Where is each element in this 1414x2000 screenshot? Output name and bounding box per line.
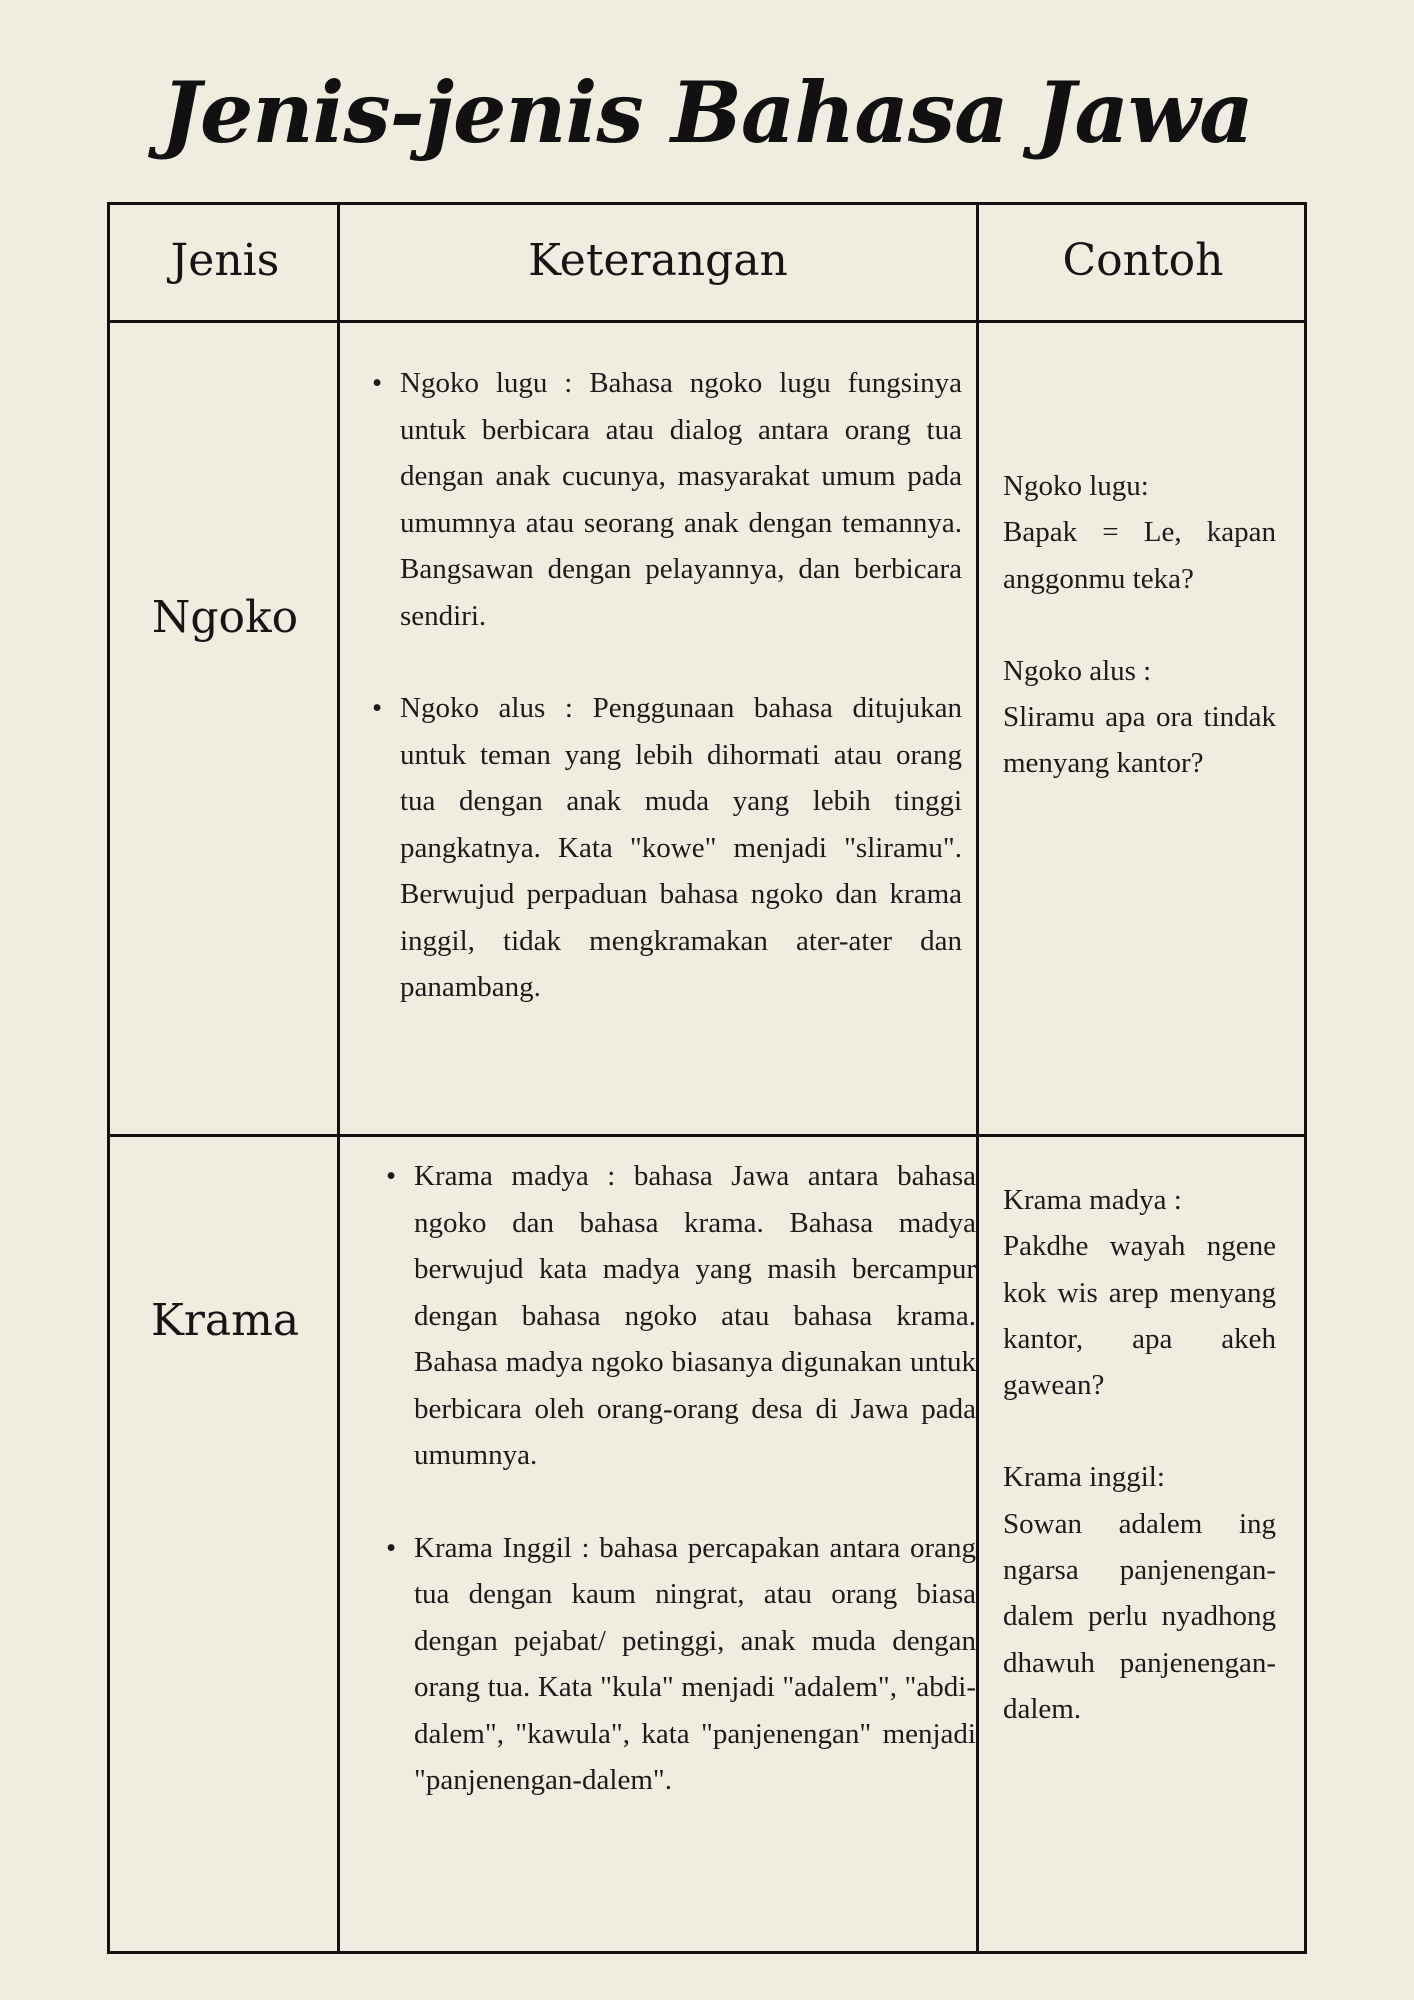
example-label: Krama madya :	[1003, 1184, 1182, 1216]
column-divider	[976, 205, 979, 1951]
ngoko-alus-desc: Ngoko alus : Penggunaan bahasa ditujukan untuk teman yang lebih dihormati atau orang tua dengan anak muda yang lebih tinggi pangkatnya. Kata "kowe" menjadi "sliramu". Berwujud perpaduan bahasa ngoko dan krama inggil, tidak mengkramakan ater-ater dan panambang.	[400, 692, 962, 1003]
info-table	[107, 202, 1307, 1954]
row-divider	[110, 320, 1304, 323]
bullet-icon: •	[386, 1160, 397, 1192]
example-text: Pakdhe wayah ngene kok wis arep menyang kantor, apa akeh gawean?	[1003, 1230, 1276, 1402]
page-title: Jenis-jenis Bahasa Jawa	[161, 63, 1253, 162]
header-keterangan: Keterangan	[528, 235, 788, 286]
example-label: Ngoko alus :	[1003, 654, 1152, 687]
list-item	[372, 360, 962, 639]
keterangan-krama	[381, 1153, 976, 1804]
bullet-icon: •	[386, 1531, 397, 1564]
contoh-krama	[1003, 1177, 1276, 1732]
column-divider	[337, 205, 340, 1951]
row-divider	[110, 1134, 1304, 1137]
header-contoh: Contoh	[1062, 235, 1224, 286]
ngoko-lugu-desc: Ngoko lugu : Bahasa ngoko lugu fungsinya untuk berbicara atau dialog antara orang tua dengan anak cucunya, masyarakat umum pada umumnya atau seorang anak dengan temannya. Bangsawan dengan pelayannya, dan berbicara sendiri.	[400, 367, 962, 632]
list-item	[372, 685, 962, 1011]
bullet-icon: •	[372, 367, 383, 399]
example-label: Krama inggil:	[1003, 1461, 1165, 1494]
list-item	[386, 1525, 976, 1804]
header-jenis: Jenis	[170, 235, 280, 286]
list-item	[386, 1153, 976, 1479]
krama-inggil-desc: Krama Inggil : bahasa percapakan antara orang tua dengan kaum ningrat, atau orang biasa dengan pejabat/ petinggi, anak muda dengan orang tua. Kata "kula" menjadi "adalem", "abdi-dalem", "kawula", kata "panjenengan" menjadi "panjenengan-dalem".	[414, 1531, 976, 1796]
bullet-icon: •	[372, 692, 383, 724]
keterangan-ngoko	[367, 360, 962, 1011]
example-label: Ngoko lugu:	[1003, 470, 1149, 502]
jenis-ngoko: Ngoko	[151, 592, 299, 643]
example-text: Bapak = Le, kapan anggonmu teka?	[1003, 516, 1276, 595]
example-text: Sowan adalem ing ngarsa panjenengan-dalem perlu nyadhong dhawuh panjenengan-dalem.	[1003, 1507, 1276, 1725]
jenis-krama: Krama	[150, 1295, 300, 1346]
contoh-ngoko	[1003, 463, 1276, 787]
krama-madya-desc: Krama madya : bahasa Jawa antara bahasa ngoko dan bahasa krama. Bahasa madya berwujud kata madya yang masih bercampur dengan bahasa ngoko atau bahasa krama. Bahasa madya ngoko biasanya digunakan untuk berbicara oleh orang-orang desa di Jawa pada umumnya.	[414, 1160, 976, 1471]
example-text: Sliramu apa ora tindak menyang kantor?	[1003, 701, 1276, 780]
